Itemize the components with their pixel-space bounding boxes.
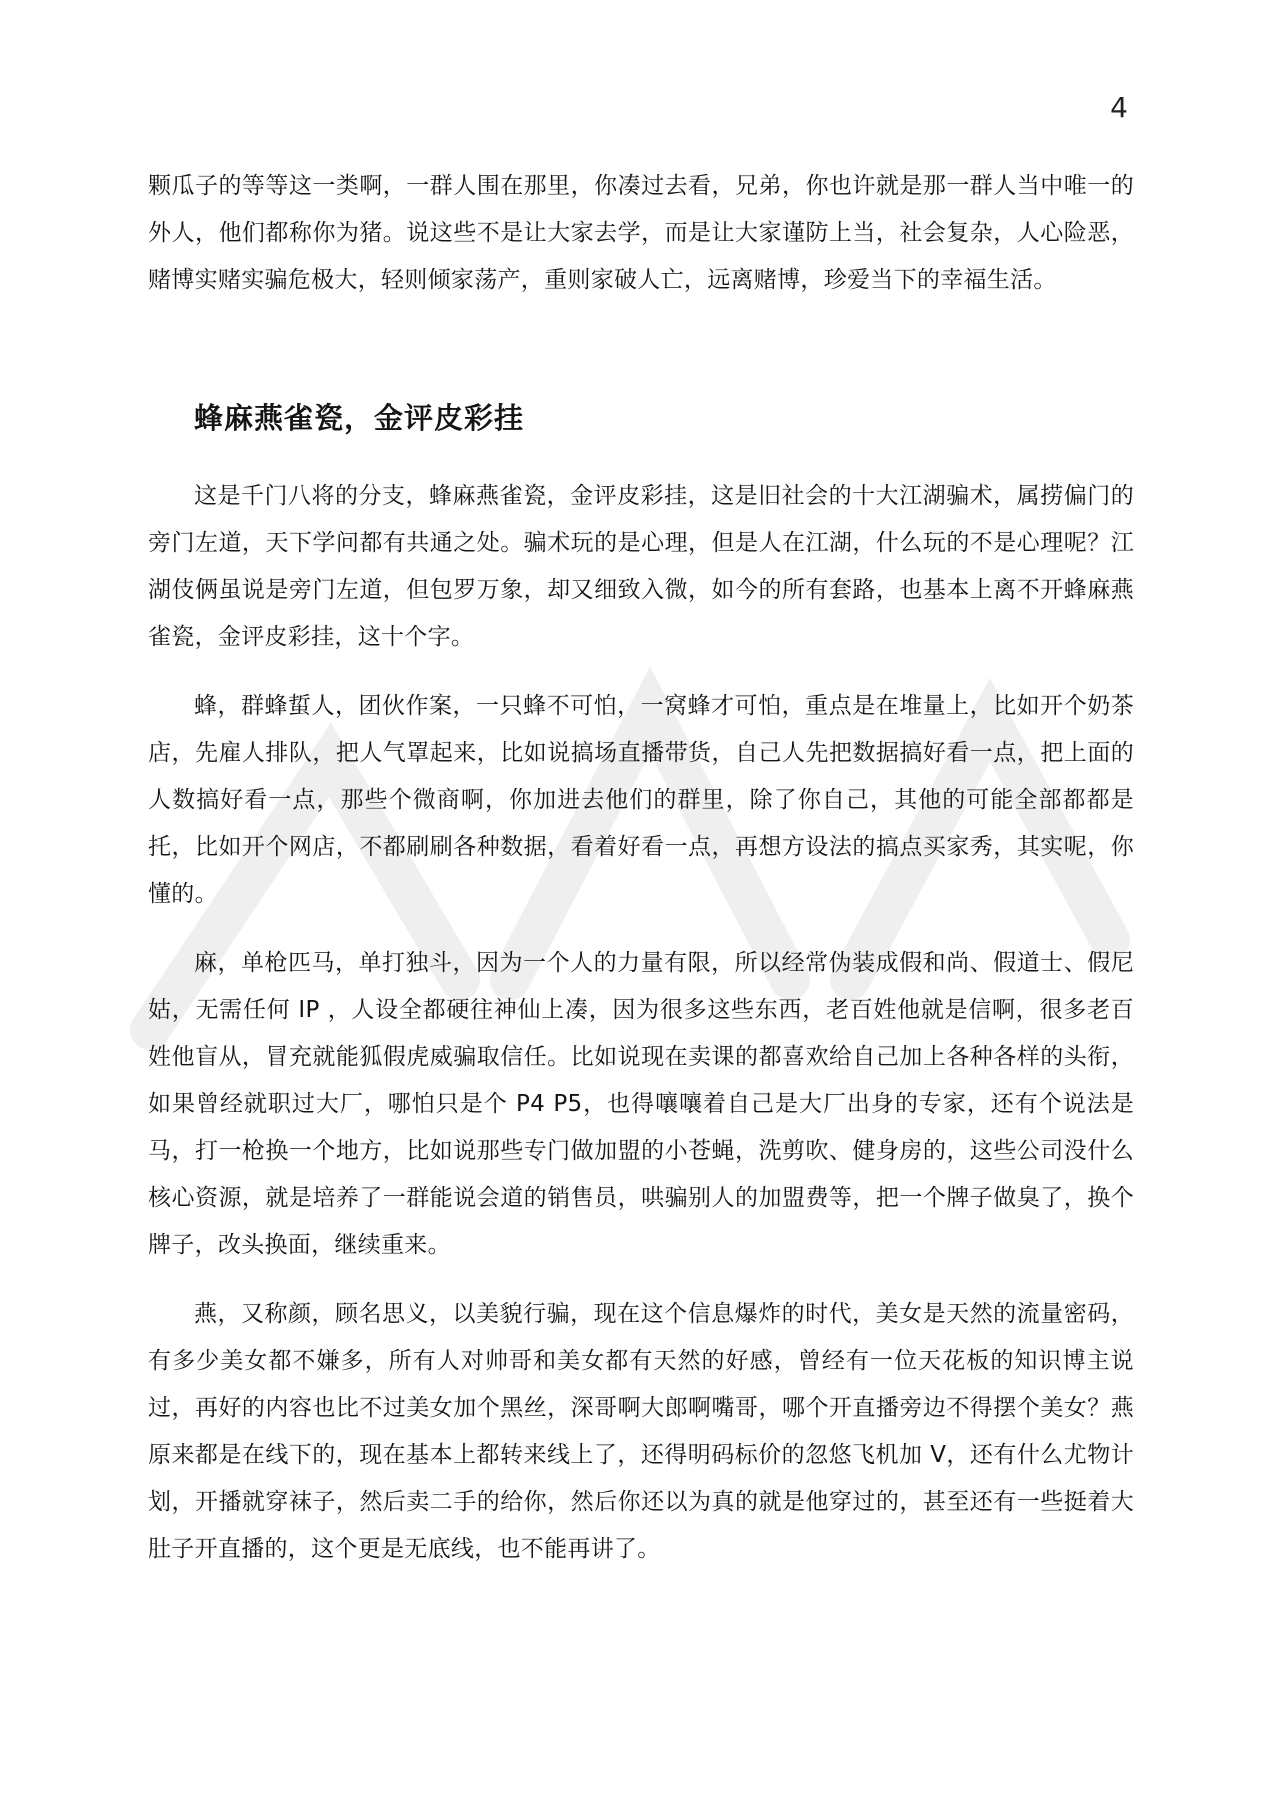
paragraph-intro-ten-frauds: 这是千门八将的分支，蜂麻燕雀瓷，金评皮彩挂，这是旧社会的十大江湖骗术，属捞偏门的旁门左道，天下学问都有共通之处。骗术玩的是心理，但是人在江湖，什么玩的不是心理呢？江湖伎俩虽说是旁门左道，但包罗万象，却又细致入微，如今的所有套路，也基本上离不开蜂麻燕雀瓷，金评皮彩挂，这十个字。: [148, 483, 1134, 650]
paragraph-feng: 蜂，群蜂蜇人，团伙作案，一只蜂不可怕，一窝蜂才可怕，重点是在堆量上，比如开个奶茶店，先雇人排队，把人气罩起来，比如说搞场直播带货，自己人先把数据搞好看一点，把上面的人数搞好看一点，那些个微商啊，你加进去他们的群里，除了你自己，其他的可能全部都都是托，比如开个网店，不都刷刷各种数据，看着好看一点，再想方设法的搞点买家秀，其实呢，你懂的。: [148, 693, 1134, 907]
paragraph-ma: 麻，单枪匹马，单打独斗，因为一个人的力量有限，所以经常伪装成假和尚、假道士、假尼姑，无需任何 IP ，人设全都硬往神仙上凑，因为很多这些东西，老百姓他就是信啊，很多老百姓他盲从，冒充就能狐假虎威骗取信任。比如说现在卖课的都喜欢给自己加上各种各样的头衔，如果曾经就职过大厂，哪怕只是个 P4 P5，也得嚷嚷着自己是大厂出身的专家，还有个说法是马，打一枪换一个地方，比如说那些专门做加盟的小苍蝇，洗剪吹、健身房的，这些公司没什么核心资源，就是培养了一群能说会道的销售员，哄骗别人的加盟费等，把一个牌子做臭了，换个牌子，改头换面，继续重来。: [148, 950, 1134, 1258]
section-heading: 蜂麻燕雀瓷，金评皮彩挂: [194, 401, 525, 435]
document-body: [148, 163, 1134, 1595]
intro-paragraph: 颗瓜子的等等这一类啊，一群人围在那里，你凑过去看，兄弟，你也许就是那一群人当中唯一的外人，他们都称你为猪。说这些不是让大家去学，而是让大家谨防上当，社会复杂，人心险恶，赌博实赌实骗危极大，轻则倾家荡产，重则家破人亡，远离赌博，珍爱当下的幸福生活。: [148, 173, 1134, 293]
paragraph-yan: 燕，又称颜，顾名思义，以美貌行骗，现在这个信息爆炸的时代，美女是天然的流量密码，有多少美女都不嫌多，所有人对帅哥和美女都有天然的好感，曾经有一位天花板的知识博主说过，再好的内容也比不过美女加个黑丝，深哥啊大郎啊嘴哥，哪个开直播旁边不得摆个美女？燕原来都是在线下的，现在基本上都转来线上了，还得明码标价的忽悠飞机加 V，还有什么尤物计划，开播就穿袜子，然后卖二手的给你，然后你还以为真的就是他穿过的，甚至还有一些挺着大肚子开直播的，这个更是无底线，也不能再讲了。: [148, 1301, 1134, 1562]
page-number: 4: [1110, 91, 1128, 124]
